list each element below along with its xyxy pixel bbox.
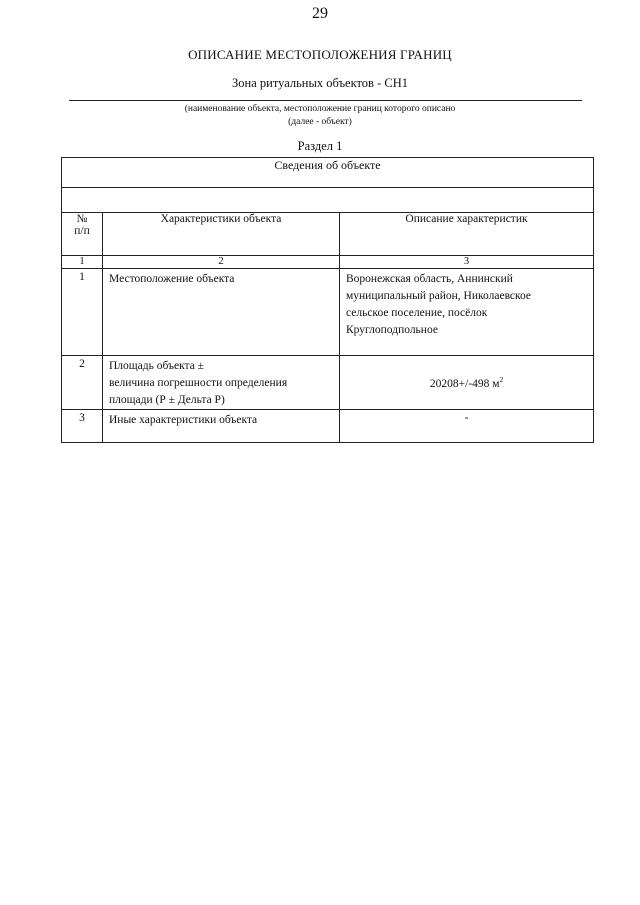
document-title: ОПИСАНИЕ МЕСТОПОЛОЖЕНИЯ ГРАНИЦ xyxy=(188,47,452,62)
section-label: Раздел 1 xyxy=(297,139,343,153)
row-characteristic xyxy=(103,410,340,443)
caption-line-2: (далее - объект) xyxy=(288,117,352,127)
characteristic-line: Местоположение объекта xyxy=(109,273,235,285)
column-headers xyxy=(62,213,594,256)
area-unit-exponent: 2 xyxy=(499,375,504,384)
col-desc-header: Описание характеристик xyxy=(340,213,594,256)
row-description: - xyxy=(340,410,594,443)
characteristic-line: площади (Р ± Дельта Р) xyxy=(109,394,225,406)
table-empty-row xyxy=(62,188,594,213)
row-characteristic xyxy=(103,269,340,356)
area-value: 20208+/-498 м xyxy=(429,377,500,390)
row-number: 3 xyxy=(62,410,103,443)
description-line: сельское поселение, посёлок xyxy=(346,307,488,319)
row-characteristic xyxy=(103,356,340,410)
col-index-1: 1 xyxy=(62,256,103,269)
characteristic-line: Площадь объекта ± xyxy=(109,360,204,372)
col-num-header-line-1: № xyxy=(76,213,88,225)
col-num-header-line-2: п/п xyxy=(74,225,90,237)
row-description xyxy=(340,269,594,356)
col-char-header: Характеристики объекта xyxy=(103,213,340,256)
title-underline xyxy=(69,100,582,101)
characteristic-line: величина погрешности определения xyxy=(109,377,288,389)
row-number: 1 xyxy=(62,269,103,356)
zone-name: Зона ритуальных объектов - СН1 xyxy=(232,76,408,90)
table-row xyxy=(62,269,594,356)
characteristic-line: Иные характеристики объекта xyxy=(109,414,258,426)
page-number: 29 xyxy=(312,5,328,22)
description-line: Воронежская область, Аннинский xyxy=(346,273,513,285)
col-index-2: 2 xyxy=(103,256,340,269)
row-number: 2 xyxy=(62,356,103,410)
description-line: Круглоподпольное xyxy=(346,324,438,336)
col-index-3: 3 xyxy=(340,256,594,269)
table-header: Сведения об объекте xyxy=(62,158,594,188)
table-row xyxy=(62,410,594,443)
col-num-header xyxy=(62,213,103,256)
object-info-table xyxy=(61,157,594,443)
table-row xyxy=(62,356,594,410)
description-line: муниципальный район, Николаевское xyxy=(346,290,532,302)
row-description xyxy=(340,356,594,410)
caption-line-1: (наименование объекта, местоположение границ которого описано xyxy=(184,104,456,114)
caption xyxy=(0,103,640,129)
table-header-row xyxy=(62,158,594,188)
column-index-row xyxy=(62,256,594,269)
